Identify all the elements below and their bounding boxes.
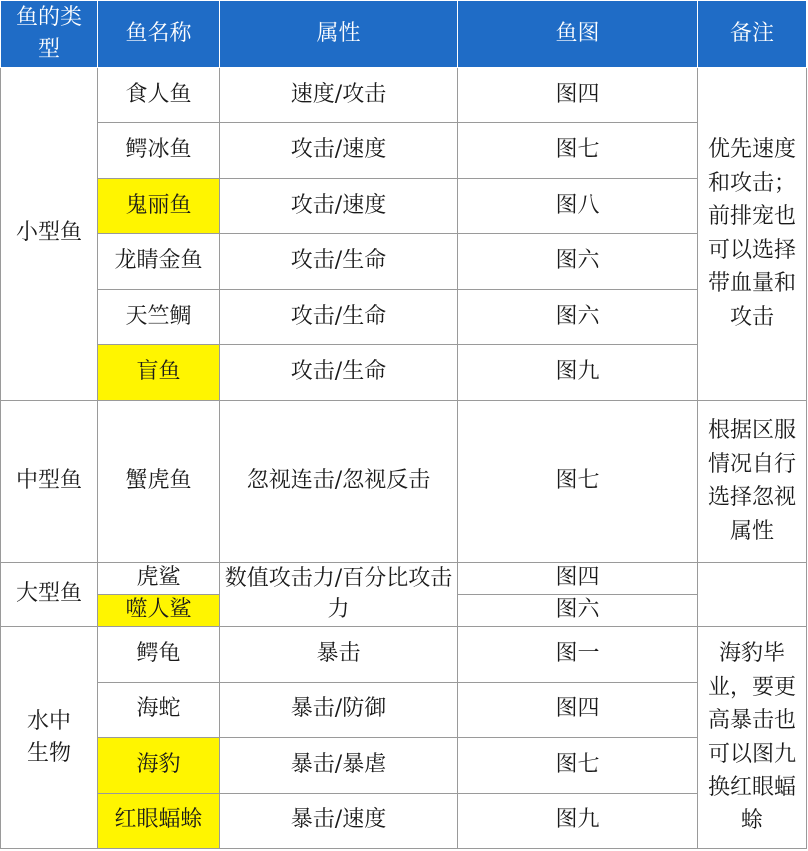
- fish-name-cell: 海豹: [98, 738, 220, 793]
- table-row: [1, 289, 807, 344]
- image-cell: 图六: [458, 234, 698, 289]
- header-fish-name: 鱼名称: [98, 1, 220, 68]
- attribute-cell: 暴击/防御: [220, 682, 458, 737]
- table-row: [1, 682, 807, 737]
- table-row: [1, 234, 807, 289]
- note-cell-small: 优先速度和攻击；前排宠也可以选择带血量和攻击: [698, 68, 807, 401]
- table-row: [1, 627, 807, 682]
- fish-name-cell: 蟹虎鱼: [98, 400, 220, 562]
- image-cell: 图四: [458, 562, 698, 594]
- image-cell: 图六: [458, 289, 698, 344]
- table-row: [1, 738, 807, 793]
- type-cell-large: 大型鱼: [1, 562, 98, 626]
- fish-name-cell: 红眼蝠蜍: [98, 793, 220, 849]
- header-fish-type-line2: 型: [37, 37, 60, 62]
- image-cell: 图四: [458, 682, 698, 737]
- header-fish-type: [1, 1, 98, 68]
- attribute-cell: 暴击: [220, 627, 458, 682]
- attribute-cell: 忽视连击/忽视反击: [220, 400, 458, 562]
- image-cell: 图九: [458, 345, 698, 400]
- table-row: [1, 345, 807, 400]
- table-row: [1, 178, 807, 233]
- type-cell-small: 小型鱼: [1, 68, 98, 401]
- table-row: [1, 793, 807, 849]
- header-fish-image: 鱼图: [458, 1, 698, 68]
- note-cell-aquatic: 海豹毕业，要更高暴击也可以图九换红眼蝠蜍: [698, 627, 807, 849]
- image-cell: 图四: [458, 68, 698, 123]
- attribute-cell: 暴击/速度: [220, 793, 458, 849]
- attribute-cell: 攻击/生命: [220, 345, 458, 400]
- attribute-cell: 攻击/生命: [220, 234, 458, 289]
- table-row: [1, 123, 807, 178]
- table-row: [1, 400, 807, 562]
- fish-name-cell: 天竺鲷: [98, 289, 220, 344]
- image-cell: 图六: [458, 595, 698, 627]
- image-cell: 图八: [458, 178, 698, 233]
- type-cell-medium: 中型鱼: [1, 400, 98, 562]
- fish-name-cell: 噬人鲨: [98, 595, 220, 627]
- attribute-cell: 攻击/速度: [220, 178, 458, 233]
- type-cell-aquatic: [1, 627, 98, 849]
- image-cell: 图一: [458, 627, 698, 682]
- attribute-cell-shared: 数值攻击力/百分比攻击力: [220, 562, 458, 626]
- fish-name-cell: 鬼丽鱼: [98, 178, 220, 233]
- image-cell: 图七: [458, 123, 698, 178]
- image-cell: 图七: [458, 400, 698, 562]
- fish-name-cell: 食人鱼: [98, 68, 220, 123]
- table-row: [1, 68, 807, 123]
- table-row: [1, 562, 807, 594]
- type-cell-aquatic-text: 水中生物: [26, 708, 71, 766]
- header-row: [1, 1, 807, 68]
- attribute-cell: 暴击/暴虐: [220, 738, 458, 793]
- fish-name-cell: 盲鱼: [98, 345, 220, 400]
- fish-name-cell: 鳄冰鱼: [98, 123, 220, 178]
- fish-name-cell: 虎鲨: [98, 562, 220, 594]
- attribute-cell: 攻击/生命: [220, 289, 458, 344]
- fish-name-cell: 龙睛金鱼: [98, 234, 220, 289]
- fish-name-cell: 鳄龟: [98, 627, 220, 682]
- image-cell: 图七: [458, 738, 698, 793]
- note-cell-large: [698, 562, 807, 626]
- fish-name-cell: 海蛇: [98, 682, 220, 737]
- header-attribute: 属性: [220, 1, 458, 68]
- header-note: 备注: [698, 1, 807, 68]
- attribute-cell: 攻击/速度: [220, 123, 458, 178]
- image-cell: 图九: [458, 793, 698, 849]
- note-cell-medium: 根据区服情况自行选择忽视属性: [698, 400, 807, 562]
- attribute-cell: 速度/攻击: [220, 68, 458, 123]
- header-fish-type-line1: 鱼的类: [15, 5, 82, 31]
